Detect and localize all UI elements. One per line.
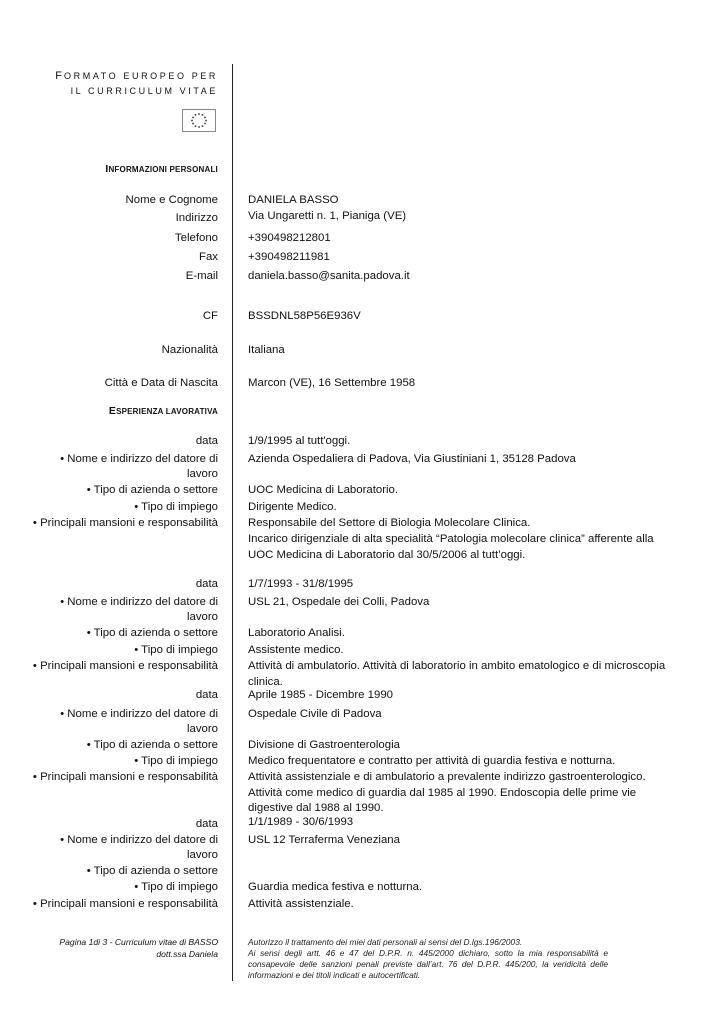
job-date-label: data [195, 435, 218, 447]
nationality-label: Nazionalità [161, 344, 218, 356]
job-duties-label: • Principali mansioni e responsabilità [32, 660, 218, 672]
job-role-label: • Tipo di impiego [134, 881, 218, 893]
name-label: Nome e Cognome [125, 194, 218, 206]
phone-label: Telefono [174, 232, 218, 244]
job-employer: USL 12 Terraferma Veneziana [248, 834, 400, 846]
birth-label: Città e Data di Nascita [104, 377, 218, 389]
cf-value: BSSDNL58P56E936V [248, 310, 361, 322]
self-certification: Ai sensi degli artt. 46 e 47 del D.P.R. n. 445/2000 dichiaro, sotto la mia responsabilità e consapevole delle sanzioni penali previste dall’art. 76 del D.P.R. 445/200, la veridicità delle informazioni e dei titoli indicati e autocertificati. [248, 948, 608, 980]
job-sector: UOC Medicina di Laboratorio. [248, 484, 399, 496]
job-date-label: data [195, 578, 218, 590]
job-employer-label: • Nome e indirizzo del datore di lavoro [60, 834, 218, 861]
job-sector-label: • Tipo di azienda o settore [86, 739, 218, 751]
cf-label: CF [202, 310, 218, 322]
address-value: Via Ungaretti n. 1, Pianiga (VE) [248, 210, 407, 222]
job-sector: Divisione di Gastroenterologia [248, 739, 400, 751]
job-duties: Attività di ambulatorio. Attività di laboratorio in ambito ematologico e di microscopia clinica. [248, 660, 666, 688]
job-date-label: data [195, 818, 218, 830]
job-role-label: • Tipo di impiego [134, 501, 218, 513]
nationality-value: Italiana [248, 344, 285, 356]
job-duties: Responsabile del Settore di Biologia Molecolare Clinica. [248, 517, 531, 529]
address-label: Indirizzo [175, 212, 218, 224]
job-sector-label: • Tipo di azienda o settore [86, 484, 218, 496]
job-role: Assistente medico. [248, 644, 344, 656]
job-duties-extra: Incarico dirigenziale di alta specialità “Patologia molecolare clinica” afferente alla UOC Medicina di Laboratorio dal 30/5/2006 al tutt’oggi. [248, 533, 654, 561]
job-duties-label: • Principali mansioni e responsabilità [32, 517, 218, 529]
job-date: 1/9/1995 al tutt'oggi. [248, 435, 351, 447]
phone-value: +390498212801 [248, 232, 331, 244]
job-duties: Attività assistenziale e di ambulatorio a prevalente indirizzo gastroenterologico. Attività come medico di guardia dal 1985 al 1990. Endoscopia delle prime vie digestive dal 1988 al 1990. [248, 771, 646, 814]
section-personal-info: INFORMAZIONI PERSONALI [105, 164, 218, 175]
job-date: Aprile 1985 - Dicembre 1990 [248, 689, 393, 701]
job-employer-label: • Nome e indirizzo del datore di lavoro [60, 453, 218, 480]
job-duties-label: • Principali mansioni e responsabilità [32, 898, 218, 910]
eu-flag-icon [182, 109, 216, 132]
birth-value: Marcon (VE), 16 Settembre 1958 [248, 377, 416, 389]
job-duties-label: • Principali mansioni e responsabilità [32, 771, 218, 783]
job-sector-label: • Tipo di azienda o settore [86, 865, 218, 877]
column-divider [232, 64, 233, 981]
job-role-label: • Tipo di impiego [134, 644, 218, 656]
page-footer: Pagina 1di 3 - Curriculum vitae di BASSO dott.ssa Daniela [59, 937, 218, 959]
job-employer: USL 21, Ospedale dei Colli, Padova [248, 596, 430, 608]
job-sector: Laboratorio Analisi. [248, 627, 345, 639]
name-value: DANIELA BASSO [248, 194, 339, 206]
job-role: Medico frequentatore e contratto per attività di guardia festiva e notturna. [248, 755, 616, 767]
job-role: Dirigente Medico. [248, 501, 337, 513]
privacy-declaration [248, 937, 608, 981]
job-date: 1/1/1989 - 30/6/1993 [248, 816, 354, 828]
job-duties: Attività assistenziale. [248, 898, 354, 910]
job-role: Guardia medica festiva e notturna. [248, 881, 423, 893]
job-date: 1/7/1993 - 31/8/1995 [248, 578, 354, 590]
email-label: E-mail [185, 270, 218, 282]
job-employer-label: • Nome e indirizzo del datore di lavoro [60, 708, 218, 735]
fax-value: +390498211981 [248, 251, 330, 263]
job-date-label: data [195, 689, 218, 701]
job-employer-label: • Nome e indirizzo del datore di lavoro [60, 596, 218, 623]
job-sector-label: • Tipo di azienda o settore [86, 627, 218, 639]
cv-format-title: FORMATO EUROPEO PER IL CURRICULUM VITAE [55, 70, 218, 96]
job-employer: Ospedale Civile di Padova [248, 708, 382, 720]
job-employer: Azienda Ospedaliera di Padova, Via Giustiniani 1, 35128 Padova [248, 453, 576, 465]
section-work-experience: ESPERIENZA LAVORATIVA [108, 406, 218, 417]
fax-label: Fax [199, 251, 218, 263]
privacy-consent: Autorizzo il trattamento dei miei dati personali ai sensi del D.lgs.196/2003. [248, 937, 523, 947]
job-role-label: • Tipo di impiego [134, 755, 218, 767]
email-value: daniela.basso@sanita.padova.it [248, 270, 410, 282]
